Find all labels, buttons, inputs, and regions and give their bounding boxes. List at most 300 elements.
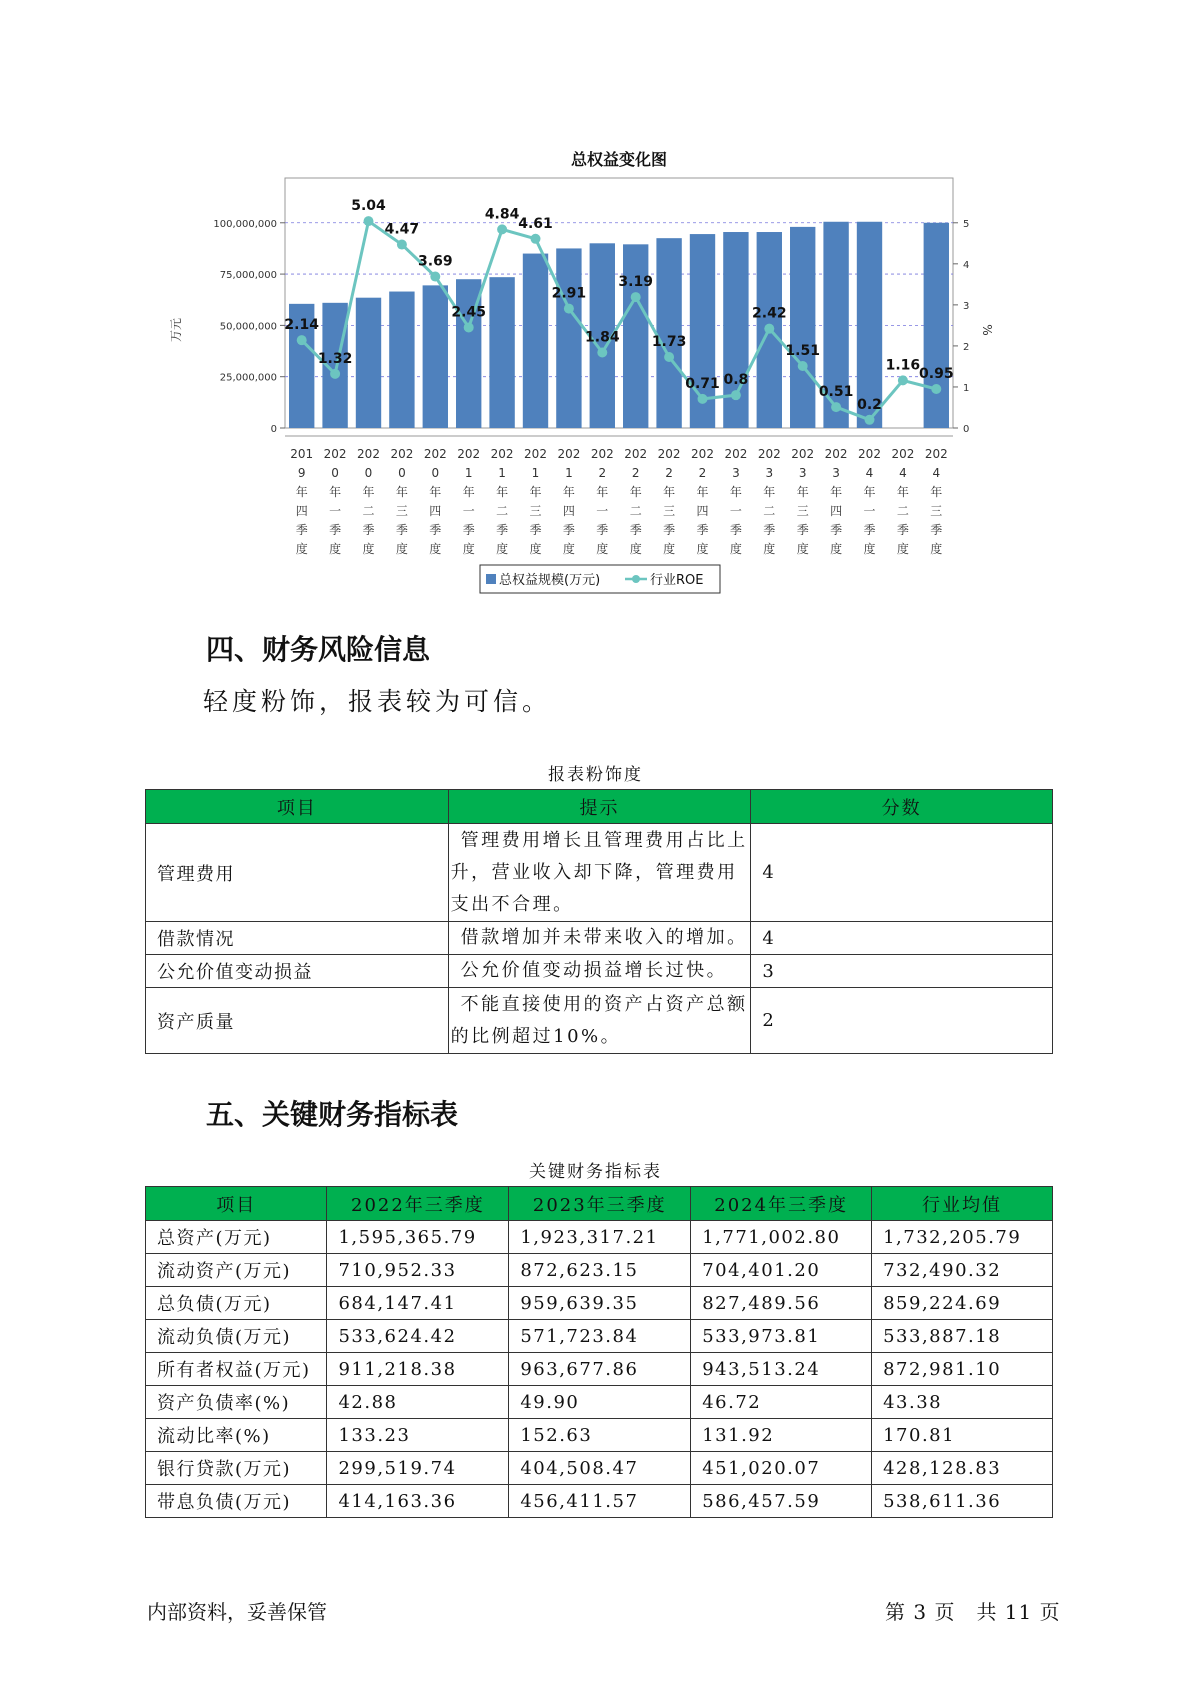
table-row xyxy=(146,1386,1053,1419)
legend-line-marker xyxy=(632,575,640,583)
x-tick-label-part: 四 xyxy=(562,504,575,518)
x-tick-label-part: 季 xyxy=(763,523,776,537)
roe-point xyxy=(564,304,574,314)
roe-data-label: 2.42 xyxy=(752,305,787,322)
x-tick-label-part: 3 xyxy=(832,466,840,480)
kpi-value: 152.63 xyxy=(509,1419,691,1452)
kpi-value: 911,218.38 xyxy=(327,1353,509,1386)
roe-data-label: 0.95 xyxy=(919,366,954,383)
roe-point xyxy=(731,390,741,400)
x-tick-label-part: 二 xyxy=(496,504,509,518)
risk-item: 借款情况 xyxy=(146,922,449,955)
x-tick-label-part: 二 xyxy=(629,504,642,518)
kpi-value: 827,489.56 xyxy=(691,1287,872,1320)
risk-item: 公允价值变动损益 xyxy=(146,955,449,988)
x-tick-label-part: 4 xyxy=(932,466,941,480)
x-tick-label-part: 年 xyxy=(696,485,709,499)
kpi-value: 49.90 xyxy=(509,1386,691,1419)
x-tick-label-part: 度 xyxy=(429,542,442,556)
roe-point xyxy=(798,361,808,371)
kpi-item: 所有者权益(万元) xyxy=(146,1353,327,1386)
risk-table xyxy=(145,789,1053,1054)
x-tick-label-part: 0 xyxy=(431,466,440,480)
x-tick-label-part: 9 xyxy=(297,466,306,480)
x-tick-label-part: 度 xyxy=(696,542,709,556)
x-tick-label-part: 季 xyxy=(896,523,909,537)
x-tick-label-part: 年 xyxy=(930,485,943,499)
equity-chart-svg xyxy=(150,130,994,600)
roe-data-label: 3.69 xyxy=(418,253,453,270)
x-tick-label-part: 三 xyxy=(930,504,943,518)
x-tick-label-part: 1 xyxy=(565,466,573,480)
kpi-value: 571,723.84 xyxy=(509,1320,691,1353)
risk-table-caption: 报表粉饰度 xyxy=(548,765,643,785)
roe-point xyxy=(764,324,774,334)
x-tick-label-part: 202 xyxy=(724,447,748,461)
legend-line-label: 行业ROE xyxy=(650,573,704,588)
kpi-value: 943,513.24 xyxy=(691,1353,872,1386)
x-tick-label-part: 年 xyxy=(462,485,475,499)
bar xyxy=(924,223,949,428)
x-tick-label-part: 年 xyxy=(496,485,509,499)
roe-data-label: 0.51 xyxy=(818,384,854,401)
x-tick-label-part: 202 xyxy=(757,447,781,461)
kpi-value: 428,128.83 xyxy=(872,1452,1053,1485)
x-tick-label-part: 202 xyxy=(457,447,481,461)
bar xyxy=(523,254,548,428)
roe-data-label: 4.84 xyxy=(484,206,520,223)
x-tick-label-part: 年 xyxy=(362,485,375,499)
table-row xyxy=(146,922,1053,955)
kpi-value: 299,519.74 xyxy=(327,1452,509,1485)
section4-heading: 四、财务风险信息 xyxy=(206,633,431,666)
bar xyxy=(623,244,648,428)
x-tick-label xyxy=(457,447,480,556)
x-tick-label-part: 一 xyxy=(596,504,609,518)
table-row xyxy=(146,824,1053,922)
x-tick-label-part: 度 xyxy=(629,542,642,556)
left-tick-label: 100,000,000 xyxy=(213,218,277,230)
table-row xyxy=(146,1419,1053,1452)
x-tick-label-part: 一 xyxy=(329,504,342,518)
x-tick-label-part: 2 xyxy=(698,466,707,480)
x-tick-label-part: 3 xyxy=(798,466,807,480)
x-tick-label-part: 度 xyxy=(763,542,776,556)
x-tick-label-part: 年 xyxy=(663,485,676,499)
left-tick-label: 25,000,000 xyxy=(219,372,277,384)
roe-data-label: 2.14 xyxy=(284,317,319,334)
risk-item: 管理费用 xyxy=(146,824,449,922)
x-tick-label xyxy=(290,447,313,556)
x-tick-label-part: 四 xyxy=(696,504,709,518)
x-tick-label-part: 202 xyxy=(691,447,714,461)
x-tick-label-part: 季 xyxy=(329,523,342,537)
x-tick-label-part: 202 xyxy=(924,447,948,461)
x-tick-label-part: 202 xyxy=(858,447,881,461)
kpi-item: 总负债(万元) xyxy=(146,1287,327,1320)
x-tick-label xyxy=(858,447,881,556)
roe-data-label: 2.91 xyxy=(551,285,587,302)
x-tick-label-part: 四 xyxy=(830,504,843,518)
right-tick-label: 2 xyxy=(963,341,970,353)
x-tick-label-part: 季 xyxy=(596,523,609,537)
right-axis-label: % xyxy=(980,324,994,336)
x-tick-label-part: 四 xyxy=(295,504,308,518)
x-tick-label-part: 年 xyxy=(729,485,742,499)
kpi-value: 170.81 xyxy=(872,1419,1053,1452)
kpi-value: 1,595,365.79 xyxy=(327,1221,509,1254)
x-tick-label-part: 202 xyxy=(657,447,681,461)
x-tick-label-part: 度 xyxy=(596,542,609,556)
x-tick-label-part: 4 xyxy=(865,466,874,480)
x-tick-label xyxy=(724,447,747,556)
x-tick-label-part: 一 xyxy=(863,504,876,518)
bar xyxy=(423,285,448,428)
kpi-header-2023q3: 2023年三季度 xyxy=(509,1187,691,1221)
bar xyxy=(489,277,514,428)
x-tick-label-part: 季 xyxy=(930,523,943,537)
kpi-value: 1,732,205.79 xyxy=(872,1221,1053,1254)
x-tick-label xyxy=(925,447,948,556)
kpi-value: 131.92 xyxy=(691,1419,872,1452)
x-tick-label-part: 度 xyxy=(830,542,843,556)
kpi-item: 流动比率(%) xyxy=(146,1419,327,1452)
left-axis-label: 万元 xyxy=(169,317,183,343)
kpi-value: 732,490.32 xyxy=(872,1254,1053,1287)
x-tick-label-part: 季 xyxy=(462,523,475,537)
kpi-value: 46.72 xyxy=(691,1386,872,1419)
bar xyxy=(356,298,381,428)
bar xyxy=(790,227,815,428)
table-row xyxy=(146,1452,1053,1485)
x-tick-label-part: 202 xyxy=(524,447,547,461)
roe-point xyxy=(865,415,875,425)
kpi-header-2024q3: 2024年三季度 xyxy=(691,1187,872,1221)
kpi-table-header xyxy=(146,1187,1053,1221)
x-tick-label-part: 年 xyxy=(562,485,575,499)
kpi-table xyxy=(145,1186,1053,1518)
x-tick-label xyxy=(825,447,848,556)
table-row xyxy=(146,1221,1053,1254)
x-tick-label-part: 202 xyxy=(357,447,380,461)
kpi-value: 704,401.20 xyxy=(691,1254,872,1287)
roe-data-label: 0.2 xyxy=(857,396,882,413)
x-tick-label-part: 2 xyxy=(598,466,607,480)
x-tick-label-part: 0 xyxy=(398,466,406,480)
kpi-item: 总资产(万元) xyxy=(146,1221,327,1254)
x-tick-label-part: 年 xyxy=(629,485,642,499)
table-row xyxy=(146,1485,1053,1518)
bar xyxy=(389,292,414,428)
x-tick-label-part: 2 xyxy=(665,466,673,480)
x-tick-label-part: 202 xyxy=(891,447,915,461)
footer-page-number: 第 3 页 共 11 页 xyxy=(885,1600,1061,1624)
x-tick-label xyxy=(624,447,647,556)
risk-summary-text: 轻度粉饰，报表较为可信。 xyxy=(203,687,552,716)
x-tick-label-part: 度 xyxy=(562,542,575,556)
kpi-value: 586,457.59 xyxy=(691,1485,872,1518)
x-tick-label-part: 一 xyxy=(462,504,475,518)
kpi-value: 456,411.57 xyxy=(509,1485,691,1518)
kpi-value: 963,677.86 xyxy=(509,1353,691,1386)
x-tick-label-part: 202 xyxy=(791,447,815,461)
risk-tip xyxy=(448,824,751,922)
x-tick-label-part: 201 xyxy=(290,447,314,461)
roe-point xyxy=(631,292,641,302)
x-tick-label-part: 3 xyxy=(732,466,740,480)
roe-data-label: 1.73 xyxy=(651,333,687,350)
x-tick-label-part: 度 xyxy=(529,542,542,556)
kpi-value: 1,923,317.21 xyxy=(509,1221,691,1254)
risk-tip xyxy=(448,922,751,955)
x-tick-label-part: 年 xyxy=(529,485,542,499)
x-tick-label xyxy=(591,447,614,556)
x-tick-label-part: 度 xyxy=(896,542,909,556)
x-tick-label-part: 度 xyxy=(729,542,742,556)
x-tick-label-part: 年 xyxy=(295,485,308,499)
roe-point xyxy=(430,272,440,282)
kpi-item: 银行贷款(万元) xyxy=(146,1452,327,1485)
x-tick-label-part: 二 xyxy=(896,504,909,518)
equity-chart xyxy=(150,130,994,600)
roe-point xyxy=(597,347,607,357)
x-tick-label-part: 三 xyxy=(395,504,408,518)
x-tick-label-part: 季 xyxy=(562,523,575,537)
x-tick-label-part: 一 xyxy=(729,504,742,518)
right-tick-label: 3 xyxy=(963,300,970,312)
x-tick-label-part: 年 xyxy=(896,485,909,499)
left-tick-label: 75,000,000 xyxy=(219,270,277,282)
kpi-value: 959,639.35 xyxy=(509,1287,691,1320)
x-tick-label-part: 度 xyxy=(395,542,408,556)
x-tick-label-part: 年 xyxy=(429,485,442,499)
x-tick-label-part: 202 xyxy=(590,447,614,461)
x-tick-label-part: 季 xyxy=(529,523,542,537)
x-tick-label xyxy=(758,447,781,556)
legend-bar-label: 总权益规模(万元) xyxy=(499,573,601,588)
risk-table-header xyxy=(146,790,1053,824)
x-tick-label-part: 度 xyxy=(796,542,809,556)
risk-score: 2 xyxy=(751,988,1053,1054)
x-tick-label xyxy=(658,447,681,556)
x-tick-label-part: 1 xyxy=(464,466,473,480)
x-tick-label-part: 2 xyxy=(631,466,640,480)
roe-data-label: 0.8 xyxy=(723,372,749,389)
x-tick-label-part: 度 xyxy=(930,542,943,556)
risk-header-tip: 提示 xyxy=(448,790,751,824)
x-tick-label-part: 度 xyxy=(663,542,676,556)
risk-score: 4 xyxy=(751,922,1053,955)
x-tick-label-part: 202 xyxy=(423,447,447,461)
bar xyxy=(556,248,581,428)
x-tick-label-part: 年 xyxy=(863,485,876,499)
x-tick-label-part: 年 xyxy=(830,485,843,499)
x-tick-label xyxy=(424,447,447,556)
risk-tip xyxy=(448,955,751,988)
x-tick-label-part: 季 xyxy=(696,523,709,537)
x-tick-label-part: 202 xyxy=(624,447,648,461)
x-tick-label-part: 202 xyxy=(323,447,347,461)
table-row xyxy=(146,1320,1053,1353)
x-tick-label-part: 年 xyxy=(395,485,408,499)
roe-point xyxy=(297,335,307,345)
x-tick-label-part: 季 xyxy=(429,523,442,537)
roe-point xyxy=(698,394,708,404)
x-tick-label-part: 季 xyxy=(629,523,642,537)
risk-tip xyxy=(448,988,751,1054)
roe-point xyxy=(364,216,374,226)
section5-heading: 五、关键财务指标表 xyxy=(206,1098,459,1131)
roe-data-label: 5.04 xyxy=(351,198,386,215)
x-tick-label-part: 三 xyxy=(663,504,676,518)
roe-data-label: 1.51 xyxy=(785,343,820,360)
x-tick-label-part: 4 xyxy=(899,466,907,480)
x-tick-label xyxy=(691,447,714,556)
kpi-value: 404,508.47 xyxy=(509,1452,691,1485)
x-tick-label-part: 季 xyxy=(395,523,408,537)
roe-data-label: 2.45 xyxy=(451,304,486,321)
kpi-item: 带息负债(万元) xyxy=(146,1485,327,1518)
x-tick-label-part: 0 xyxy=(331,466,339,480)
kpi-value: 872,981.10 xyxy=(872,1353,1053,1386)
kpi-item: 资产负债率(%) xyxy=(146,1386,327,1419)
x-tick-label xyxy=(357,447,380,556)
kpi-value: 533,973.81 xyxy=(691,1320,872,1353)
roe-point xyxy=(831,402,841,412)
x-tick-label-part: 度 xyxy=(863,542,876,556)
table-row xyxy=(146,1254,1053,1287)
table-row xyxy=(146,955,1053,988)
x-tick-label-part: 季 xyxy=(863,523,876,537)
x-tick-label-part: 0 xyxy=(364,466,373,480)
table-row xyxy=(146,1287,1053,1320)
kpi-value: 533,624.42 xyxy=(327,1320,509,1353)
roe-data-label: 4.47 xyxy=(384,221,420,238)
kpi-value: 872,623.15 xyxy=(509,1254,691,1287)
roe-point xyxy=(931,384,941,394)
x-tick-label-part: 202 xyxy=(490,447,514,461)
right-tick-label: 5 xyxy=(963,218,970,230)
x-tick-label-part: 年 xyxy=(796,485,809,499)
chart-title: 总权益变化图 xyxy=(570,150,668,169)
roe-point xyxy=(898,375,908,385)
x-tick-label-part: 季 xyxy=(796,523,809,537)
roe-data-label: 1.84 xyxy=(585,329,620,346)
x-tick-label-part: 三 xyxy=(529,504,542,518)
kpi-value: 42.88 xyxy=(327,1386,509,1419)
risk-tip-text: 借款增加并未带来收入的增加。 xyxy=(460,927,748,948)
x-tick-label-part: 202 xyxy=(824,447,848,461)
x-tick-label xyxy=(791,447,814,556)
risk-score: 3 xyxy=(751,955,1053,988)
kpi-value: 414,163.36 xyxy=(327,1485,509,1518)
risk-item: 资产质量 xyxy=(146,988,449,1054)
x-tick-label-part: 202 xyxy=(390,447,414,461)
x-tick-label-part: 季 xyxy=(830,523,843,537)
kpi-value: 451,020.07 xyxy=(691,1452,872,1485)
roe-point xyxy=(397,240,407,250)
x-tick-label-part: 四 xyxy=(429,504,442,518)
x-tick-label-part: 季 xyxy=(295,523,308,537)
kpi-header-2022q3: 2022年三季度 xyxy=(327,1187,509,1221)
kpi-value: 533,887.18 xyxy=(872,1320,1053,1353)
risk-tip-text: 公允价值变动损益增长过快。 xyxy=(460,960,728,981)
footer-confidential: 内部资料，妥善保管 xyxy=(147,1600,327,1624)
kpi-value: 1,771,002.80 xyxy=(691,1221,872,1254)
x-tick-label-part: 二 xyxy=(763,504,776,518)
x-tick-label-part: 季 xyxy=(663,523,676,537)
kpi-item: 流动资产(万元) xyxy=(146,1254,327,1287)
roe-point xyxy=(464,322,474,332)
x-tick-label xyxy=(557,447,580,556)
x-tick-label-part: 度 xyxy=(362,542,375,556)
kpi-item: 流动负债(万元) xyxy=(146,1320,327,1353)
roe-data-label: 1.16 xyxy=(885,357,921,374)
x-tick-label-part: 季 xyxy=(362,523,375,537)
x-tick-label-part: 年 xyxy=(763,485,776,499)
roe-data-label: 1.32 xyxy=(317,350,353,367)
right-tick-label: 4 xyxy=(963,259,970,271)
x-tick-label-part: 季 xyxy=(496,523,509,537)
x-tick-label xyxy=(891,447,914,556)
right-tick-label: 1 xyxy=(963,382,970,394)
roe-point xyxy=(664,352,674,362)
x-tick-label-part: 1 xyxy=(498,466,506,480)
x-tick-label-part: 年 xyxy=(329,485,342,499)
x-tick-label-part: 年 xyxy=(596,485,609,499)
risk-score: 4 xyxy=(751,824,1053,922)
kpi-value: 710,952.33 xyxy=(327,1254,509,1287)
roe-data-label: 4.61 xyxy=(518,215,553,232)
x-tick-label-part: 1 xyxy=(531,466,540,480)
roe-point xyxy=(330,369,340,379)
x-tick-label-part: 二 xyxy=(362,504,375,518)
risk-header-score: 分数 xyxy=(751,790,1053,824)
x-tick-label xyxy=(491,447,514,556)
x-tick-label-part: 季 xyxy=(729,523,742,537)
kpi-header-industry-avg: 行业均值 xyxy=(872,1187,1053,1221)
x-tick-label-part: 202 xyxy=(557,447,581,461)
kpi-value: 43.38 xyxy=(872,1386,1053,1419)
x-tick-label-part: 度 xyxy=(329,542,342,556)
x-tick-label-part: 度 xyxy=(496,542,509,556)
kpi-value: 684,147.41 xyxy=(327,1287,509,1320)
x-tick-label-part: 三 xyxy=(796,504,809,518)
roe-point xyxy=(497,224,507,234)
risk-tip-text: 不能直接使用的资产占资产总额的比例超过10%。 xyxy=(450,993,748,1047)
x-tick-label-part: 3 xyxy=(765,466,774,480)
roe-data-label: 3.19 xyxy=(618,274,653,291)
kpi-header-item: 项目 xyxy=(146,1187,327,1221)
risk-header-item: 项目 xyxy=(146,790,449,824)
table-row xyxy=(146,988,1053,1054)
kpi-table-caption: 关键财务指标表 xyxy=(529,1162,662,1182)
x-tick-label xyxy=(324,447,347,556)
kpi-value: 538,611.36 xyxy=(872,1485,1053,1518)
kpi-value: 133.23 xyxy=(327,1419,509,1452)
roe-point xyxy=(531,234,541,244)
x-tick-label xyxy=(390,447,413,556)
roe-data-label: 0.71 xyxy=(685,375,720,392)
legend-bar-swatch xyxy=(486,574,496,584)
x-tick-label xyxy=(524,447,547,556)
kpi-value: 859,224.69 xyxy=(872,1287,1053,1320)
risk-tip-text: 管理费用增长且管理费用占比上升，营业收入却下降，管理费用支出不合理。 xyxy=(450,829,748,915)
x-tick-label-part: 度 xyxy=(462,542,475,556)
right-tick-label: 0 xyxy=(963,424,970,435)
x-tick-label-part: 度 xyxy=(295,542,308,556)
left-tick-label: 50,000,000 xyxy=(219,321,277,333)
